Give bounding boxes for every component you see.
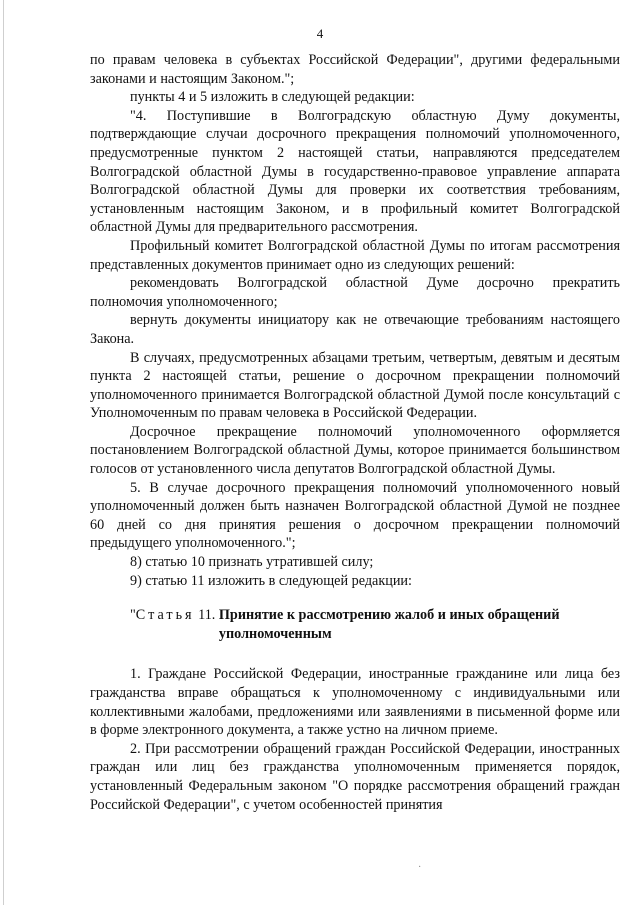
paragraph: 8) статью 10 признать утратившей силу; xyxy=(130,554,374,571)
article-heading xyxy=(90,606,620,643)
paragraph: Профильный комитет Волгоградской областной Думы по итогам рассмотрения представленных документов принимает одно из следующих решений: xyxy=(90,237,620,273)
paragraph: пункты 4 и 5 изложить в следующей редакции: xyxy=(130,89,415,106)
paragraph: Досрочное прекращение полномочий уполномоченного оформляется постановлением Волгоградской областной Думы, которое принимается большинством голосов от установленного числа депутатов Волгоградской областной Думы. xyxy=(90,423,620,478)
paragraph: 5. В случае досрочного прекращения полномочий уполномоченного новый уполномоченный должен быть назначен Волгоградской областной Думой не позднее 60 дней со дня принятия решения о досрочном прекращении полномочий предыдущего уполномоченного."; xyxy=(90,479,620,552)
paragraph: вернуть документы инициатору как не отвечающие требованиям настоящего Закона. xyxy=(90,312,620,347)
paragraph: по правам человека в субъектах Российской Федерации", другими федеральными законами и настоящим Законом."; xyxy=(90,52,620,87)
paragraphs-before-article xyxy=(90,51,620,590)
paragraph: рекомендовать Волгоградской областной Думе досрочно прекратить полномочия уполномоченного; xyxy=(90,275,620,310)
document-body xyxy=(90,51,620,814)
paragraph: "4. Поступившие в Волгоградскую областную Думу документы, подтверждающие случаи досрочного прекращения полномочий уполномоченного, предусмотренные пунктом 2 настоящей статьи, направляются председателем Волгоградской областной Думы в государственно-правовое управление аппарата Волгоградской областной Думы для проверки их соответствия требованиям, установленным настоящим Законом, и в профильный комитет Волгоградской областной Думы для предварительного рассмотрения. xyxy=(90,107,620,236)
article-number: 11. xyxy=(194,607,219,624)
paragraphs-after-article xyxy=(90,665,620,814)
article-label xyxy=(90,606,219,643)
article-word: Статья xyxy=(135,607,195,624)
page-number: 4 xyxy=(316,26,324,41)
paragraph: 9) статью 11 изложить в следующей редакции: xyxy=(130,572,412,589)
article-title: Принятие к рассмотрению жалоб и иных обращений уполномоченным xyxy=(218,607,560,642)
paragraph: В случаях, предусмотренных абзацами третьим, четвертым, девятым и десятым пункта 2 настоящей статьи, решение о досрочном прекращении полномочий уполномоченного принимается Волгоградской областной Думой после консультаций с Уполномоченным по правам человека в Российской Федерации. xyxy=(90,349,620,422)
paragraph: 1. Граждане Российской Федерации, иностранные гражданине или лица без гражданства вправе обращаться к уполномоченному с индивидуальными или коллективными жалобами, предложениями или заявлениями в письменной форме или в форме электронного документа, а также устно на личном приеме. xyxy=(90,666,620,739)
article-quote: " xyxy=(130,607,136,624)
scan-edge-line xyxy=(3,0,4,905)
paragraph: 2. При рассмотрении обращений граждан Российской Федерации, иностранных граждан или лиц без гражданства уполномоченным применяется порядок, установленный Федеральным законом "О порядке рассмотрения обращений граждан Российской Федерации", с учетом особенностей принятия xyxy=(90,740,620,813)
scan-artifact: · xyxy=(418,862,422,873)
